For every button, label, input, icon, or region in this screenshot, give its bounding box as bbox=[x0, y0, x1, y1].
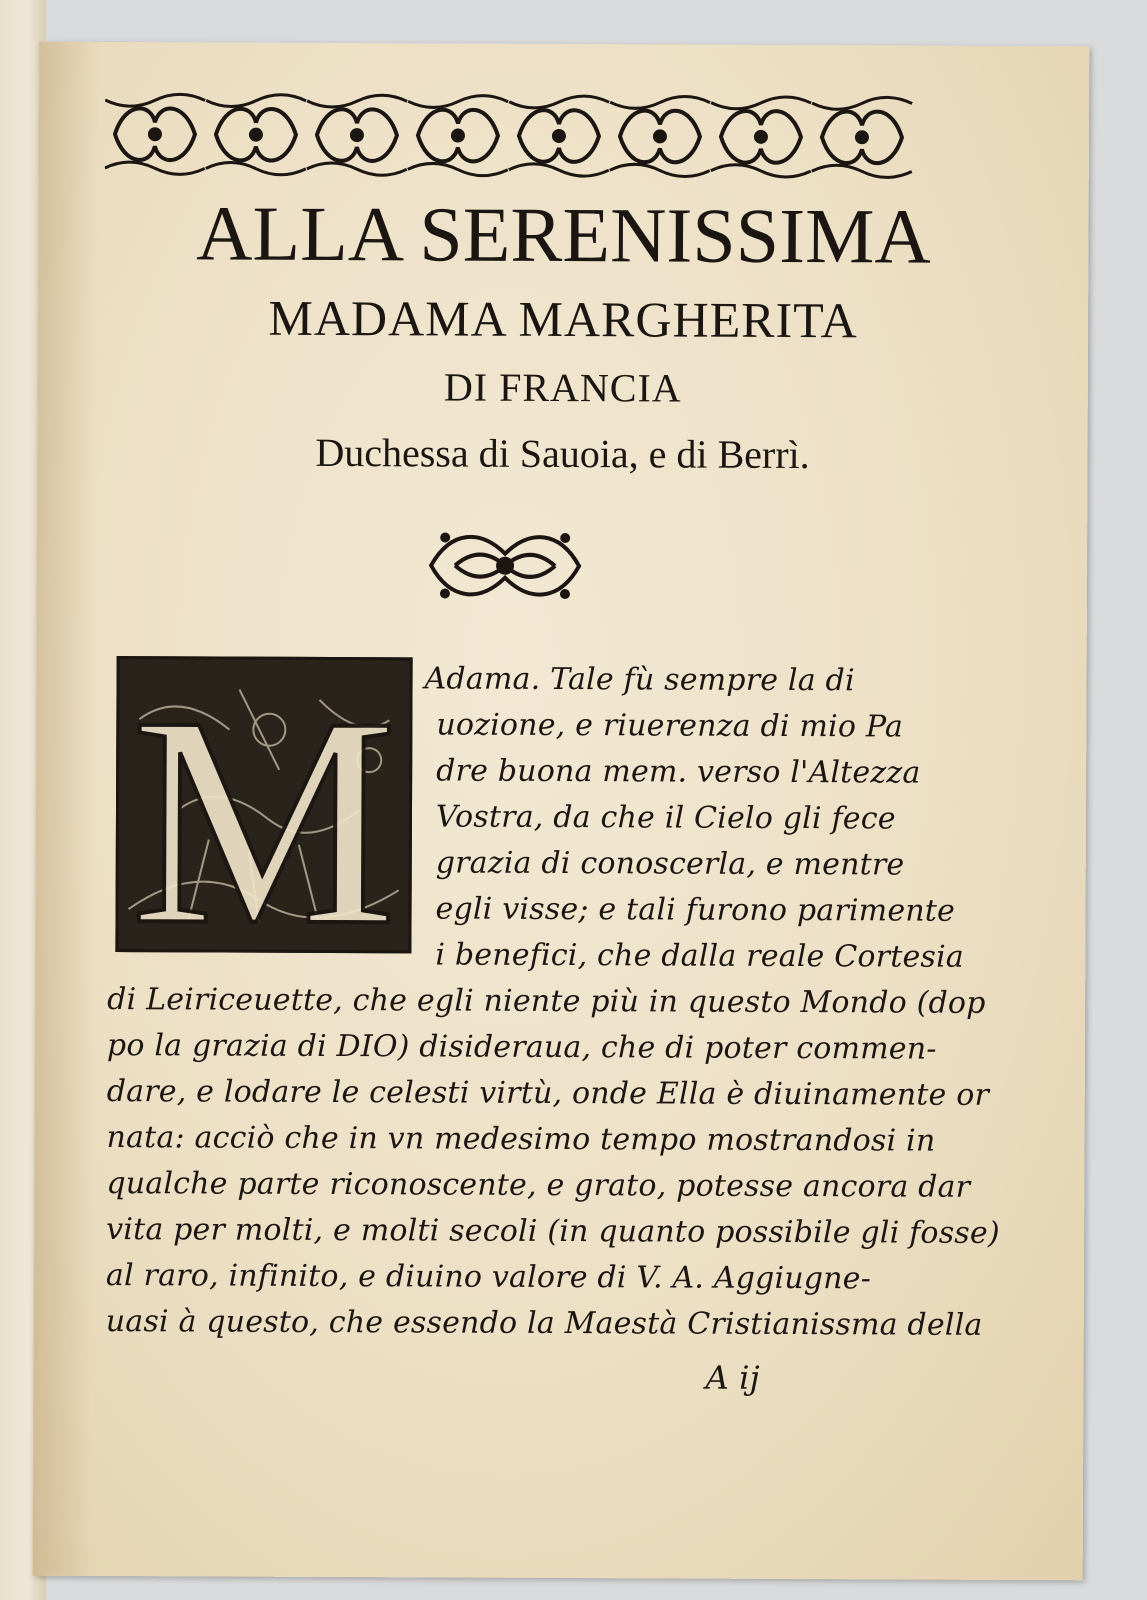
decorated-initial-woodcut bbox=[115, 656, 412, 953]
body-line-8: di Leiriceuette, che egli niente più in questo Mondo (dop bbox=[107, 982, 986, 1021]
initial-illustration bbox=[118, 659, 409, 950]
signature-mark: A ij bbox=[705, 1358, 760, 1397]
body-line-5: grazia di conoscerla, e mentre bbox=[435, 845, 905, 883]
body-line-15: uasi à questo, che essendo la Maestà Cristianissma della bbox=[105, 1304, 983, 1343]
body-line-7: i benefici, che dalla reale Cortesia bbox=[435, 937, 965, 975]
body-line-13: vita per molti, e molti secoli (in quanto possibile gli fosse) bbox=[106, 1212, 1000, 1251]
body-line-1: Adama. Tale fù sempre la di bbox=[424, 661, 855, 699]
body-line-14: al raro, infinito, e diuino valore di V. A. Aggiugne- bbox=[105, 1258, 872, 1297]
fleuron-ornament bbox=[425, 523, 585, 608]
dedication-title-line-1: ALLA SERENISSIMA bbox=[196, 189, 931, 280]
body-line-11: nata: acciò che in vn medesimo tempo mostrandosi in bbox=[106, 1120, 936, 1159]
body-line-3: dre buona mem. verso l'Altezza bbox=[436, 753, 921, 791]
body-line-12: qualche parte riconoscente, e grato, potesse ancora dar bbox=[106, 1166, 971, 1205]
dedication-title-line-2: MADAMA MARGHERITA bbox=[268, 289, 858, 349]
dedication-subtitle: Duchessa di Sauoia, e di Berrì. bbox=[315, 429, 810, 478]
body-line-6: egli visse; e tali furono parimente bbox=[435, 891, 956, 929]
ornamental-headpiece bbox=[105, 92, 921, 180]
dedication-title-line-3: DI FRANCIA bbox=[443, 364, 682, 411]
book-page bbox=[33, 42, 1090, 1581]
body-line-4: Vostra, da che il Cielo gli fece bbox=[435, 799, 896, 837]
initial-letter: M bbox=[129, 659, 399, 951]
body-line-9: po la grazia di DIO) disideraua, che di poter commen- bbox=[106, 1028, 937, 1067]
body-line-2: uozione, e riuerenza di mio Pa bbox=[436, 707, 904, 745]
body-line-10: dare, e lodare le celesti virtù, onde Ella è diuinamente or bbox=[106, 1074, 990, 1113]
